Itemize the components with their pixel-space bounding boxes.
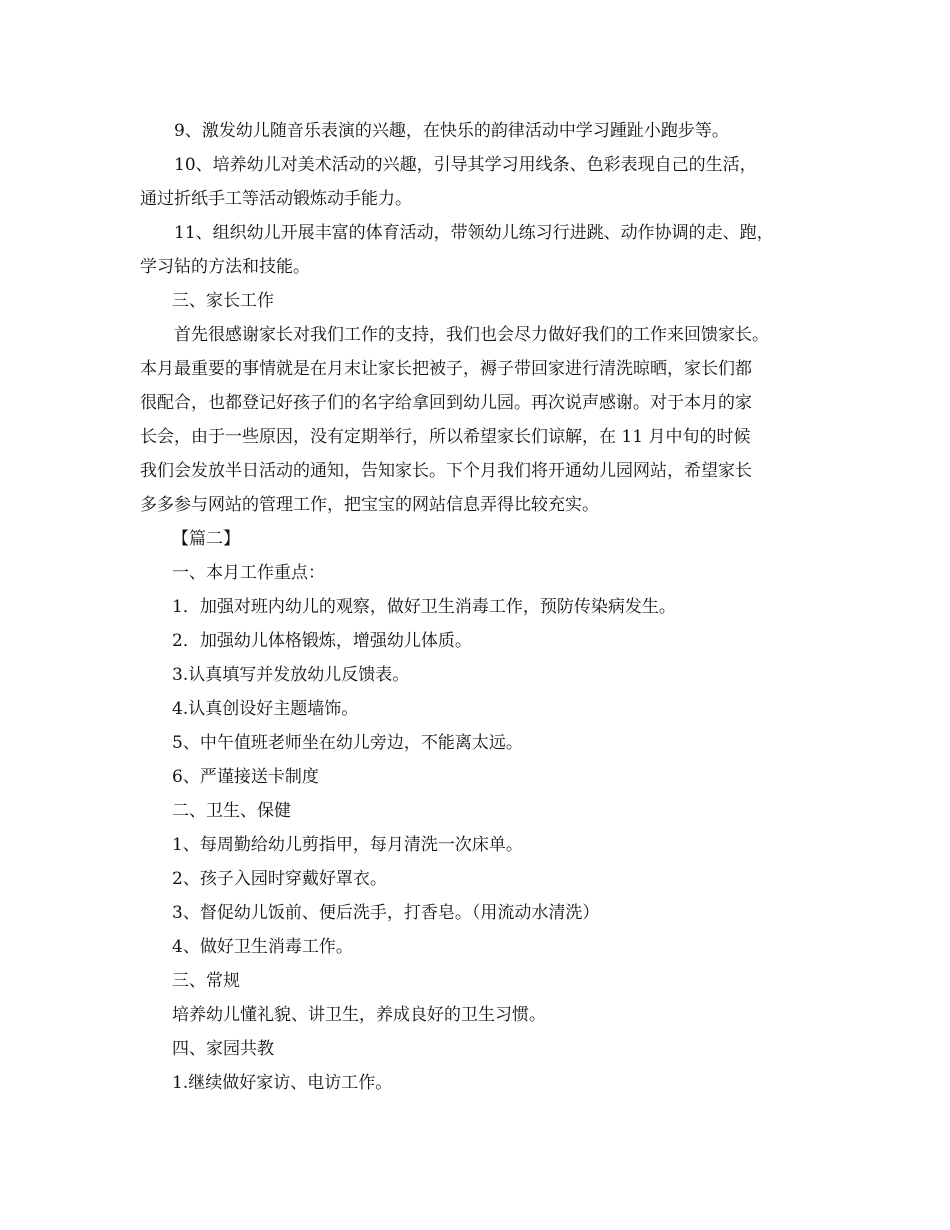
section-heading-part-two: 【篇二】 [172,529,240,549]
document-line-16: 2．加强幼儿体格锻炼，增强幼儿体质。 [172,631,472,651]
document-line-27: 培养幼儿懂礼貌、讲卫生，养成良好的卫生习惯。 [172,1005,546,1025]
section-heading-parent-work: 三、家长工作 [172,291,274,311]
document-line-5: 学习钻的方法和技能。 [140,257,310,277]
document-line-19: 5、中午值班老师坐在幼儿旁边，不能离太远。 [172,733,523,753]
document-line-10: 长会，由于一些原因，没有定期举行，所以希望家长们谅解，在 11 月中旬的时候 [140,427,751,447]
document-line-9: 很配合，也都登记好孩子们的名字给拿回到幼儿园。再次说声感谢。对于本月的家 [140,393,752,413]
document-line-22: 1、每周勤给幼儿剪指甲，每月清洗一次床单。 [172,835,523,855]
section-heading-home-school: 四、家园共教 [172,1039,274,1059]
document-line-18: 4.认真创设好主题墙饰。 [172,699,359,719]
section-heading-focus: 一、本月工作重点： [172,563,325,583]
document-line-11: 我们会发放半日活动的通知，告知家长。下个月我们将开通幼儿园网站，希望家长 [140,461,752,481]
document-line-25: 4、做好卫生消毒工作。 [172,937,353,957]
document-line-12: 多多参与网站的管理工作，把宝宝的网站信息弄得比较充实。 [140,495,599,515]
document-line-4: 11、组织幼儿开展丰富的体育活动，带领幼儿练习行进跳、动作协调的走、跑， [174,223,774,243]
document-line-15: 1．加强对班内幼儿的观察，做好卫生消毒工作，预防传染病发生。 [172,597,676,617]
section-heading-health: 二、卫生、保健 [172,801,291,821]
section-heading-routine: 三、常规 [172,971,240,991]
document-line-3: 通过折纸手工等活动锻炼动手能力。 [140,189,412,209]
document-line-8: 本月最重要的事情就是在月末让家长把被子，褥子带回家进行清洗晾晒，家长们都 [140,359,752,379]
document-line-24: 3、督促幼儿饭前、便后洗手，打香皂。（用流动水清洗） [172,903,600,923]
document-line-7: 首先很感谢家长对我们工作的支持，我们也会尽力做好我们的工作来回馈家长。 [174,325,769,345]
document-line-1: 9、激发幼儿随音乐表演的兴趣，在快乐的韵律活动中学习踵趾小跑步等。 [174,121,729,141]
document-line-29: 1.继续做好家访、电访工作。 [172,1073,393,1093]
document-line-23: 2、孩子入园时穿戴好罩衣。 [172,869,387,889]
document-line-2: 10、培养幼儿对美术活动的兴趣，引导其学习用线条、色彩表现自己的生活， [174,155,757,175]
document-line-20: 6、严谨接送卡制度 [172,767,319,787]
document-line-17: 3.认真填写并发放幼儿反馈表。 [172,665,410,685]
